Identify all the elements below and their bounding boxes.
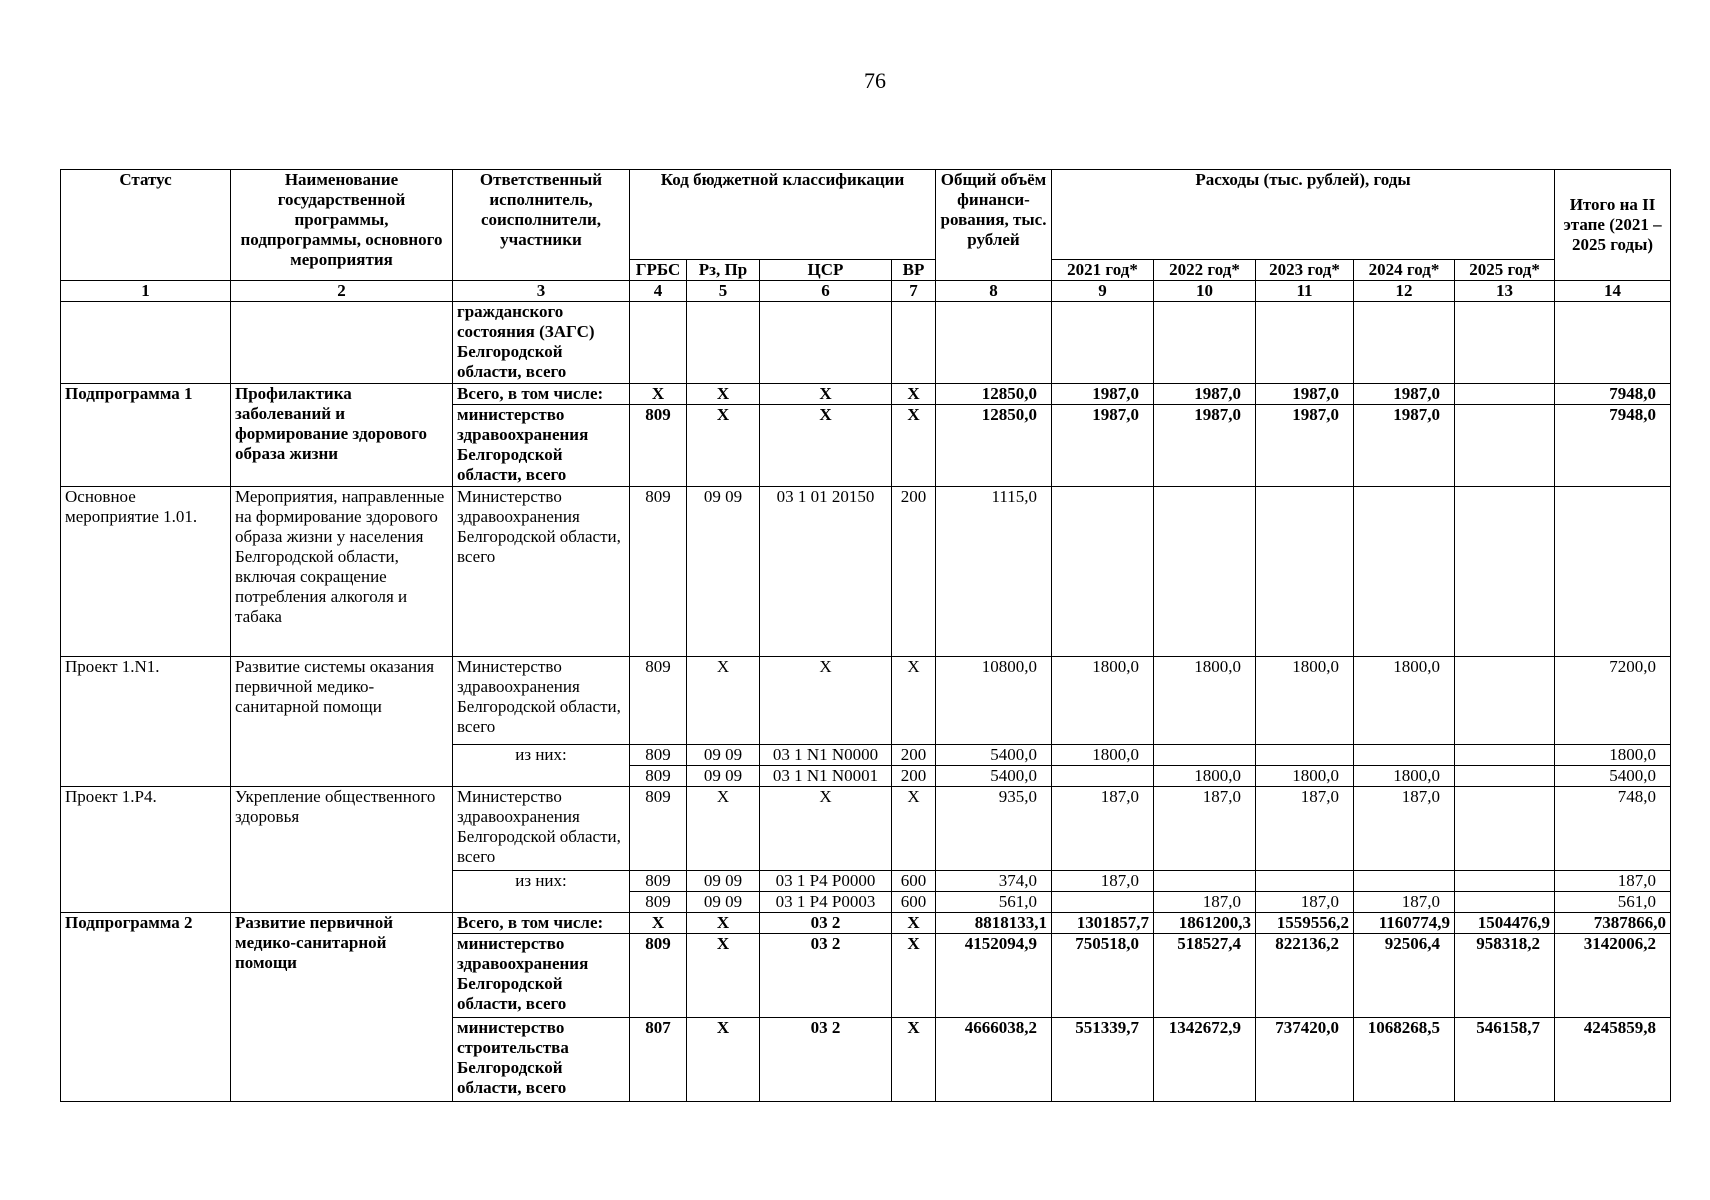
year-2021-cell — [1052, 892, 1154, 913]
csr-cell: 03 1 N1 N0000 — [760, 745, 892, 766]
year-2021-cell: 1800,0 — [1052, 745, 1154, 766]
year-2024-cell: 1987,0 — [1354, 384, 1455, 405]
year-2025-cell: 546158,7 — [1455, 1018, 1555, 1102]
itogo-cell: 561,0 — [1555, 892, 1671, 913]
column-number: 4 — [630, 281, 687, 302]
status-cell — [61, 302, 231, 384]
year-2024-cell: 1068268,5 — [1354, 1018, 1455, 1102]
year-2025-cell — [1455, 766, 1555, 787]
header-row-1 — [61, 170, 1671, 260]
grbs-cell: X — [630, 913, 687, 934]
year-2023-cell: 1987,0 — [1256, 405, 1354, 487]
year-2022-cell — [1154, 745, 1256, 766]
year-2023-cell: 1800,0 — [1256, 766, 1354, 787]
year-2022-cell — [1154, 871, 1256, 892]
grbs-cell: 807 — [630, 1018, 687, 1102]
year-2021-cell: 1987,0 — [1052, 405, 1154, 487]
year-2024-cell: 1800,0 — [1354, 657, 1455, 745]
rz-pr-cell: 09 09 — [687, 745, 760, 766]
rz-pr-cell: X — [687, 405, 760, 487]
table-row — [61, 787, 1671, 871]
year-2025-cell — [1455, 892, 1555, 913]
year-2022-cell: 187,0 — [1154, 787, 1256, 871]
total-cell: 8818133,1 — [936, 913, 1052, 934]
responsible-cell: Всего, в том числе: — [453, 913, 630, 934]
year-2021-cell: 1800,0 — [1052, 657, 1154, 745]
csr-cell: X — [760, 405, 892, 487]
grbs-cell: 809 — [630, 787, 687, 871]
vr-cell: 600 — [892, 892, 936, 913]
responsible-cell: министерство строительства Белгородской области, всего — [453, 1018, 630, 1102]
itogo-cell: 7948,0 — [1555, 405, 1671, 487]
year-2025-cell — [1455, 405, 1555, 487]
rz-pr-cell: 09 09 — [687, 766, 760, 787]
csr-cell: 03 1 01 20150 — [760, 487, 892, 657]
rz-pr-cell: X — [687, 1018, 760, 1102]
header-csr: ЦСР — [760, 260, 892, 281]
total-cell: 10800,0 — [936, 657, 1052, 745]
csr-cell: 03 2 — [760, 1018, 892, 1102]
column-number: 3 — [453, 281, 630, 302]
year-2025-cell — [1455, 787, 1555, 871]
name-cell: Развитие первичной медико-санитарной помощи — [231, 913, 453, 1102]
header-responsible: Ответственный исполнитель, соисполнители, участники — [453, 170, 630, 281]
year-2024-cell — [1354, 487, 1455, 657]
year-2021-cell: 187,0 — [1052, 871, 1154, 892]
grbs-cell: 809 — [630, 871, 687, 892]
year-2025-cell — [1455, 487, 1555, 657]
name-cell: Развитие системы оказания первичной медико-санитарной помощи — [231, 657, 453, 787]
year-2025-cell — [1455, 384, 1555, 405]
itogo-cell: 4245859,8 — [1555, 1018, 1671, 1102]
header-vr: ВР — [892, 260, 936, 281]
vr-cell: 200 — [892, 766, 936, 787]
status-cell: Основное мероприятие 1.01. — [61, 487, 231, 657]
grbs-cell: 809 — [630, 487, 687, 657]
itogo-cell: 5400,0 — [1555, 766, 1671, 787]
year-2023-cell — [1256, 745, 1354, 766]
column-number: 5 — [687, 281, 760, 302]
year-2025-cell: 958318,2 — [1455, 934, 1555, 1018]
year-2024-cell: 1987,0 — [1354, 405, 1455, 487]
year-2023-cell: 822136,2 — [1256, 934, 1354, 1018]
status-cell: Проект 1.N1. — [61, 657, 231, 787]
total-cell: 5400,0 — [936, 745, 1052, 766]
page-number: 76 — [864, 68, 886, 93]
vr-cell: X — [892, 1018, 936, 1102]
total-cell: 5400,0 — [936, 766, 1052, 787]
vr-cell: 200 — [892, 745, 936, 766]
year-2024-cell: 1800,0 — [1354, 766, 1455, 787]
itogo-cell: 748,0 — [1555, 787, 1671, 871]
year-2022-cell — [1154, 487, 1256, 657]
grbs-cell: 809 — [630, 934, 687, 1018]
year-2024-cell: 1160774,9 — [1354, 913, 1455, 934]
responsible-cell: гражданского состояния (ЗАГС) Белгородской области, всего — [453, 302, 630, 384]
name-cell: Укрепление общественного здоровья — [231, 787, 453, 913]
total-cell: 4152094,9 — [936, 934, 1052, 1018]
year-2024-cell: 92506,4 — [1354, 934, 1455, 1018]
itogo-cell — [1555, 487, 1671, 657]
year-2022-cell: 1987,0 — [1154, 405, 1256, 487]
grbs-cell: 809 — [630, 657, 687, 745]
year-2022-cell: 1861200,3 — [1154, 913, 1256, 934]
rz-pr-cell: 09 09 — [687, 487, 760, 657]
csr-cell: 03 1 P4 P0000 — [760, 871, 892, 892]
csr-cell: 03 2 — [760, 913, 892, 934]
itogo-cell: 187,0 — [1555, 871, 1671, 892]
table-row — [61, 913, 1671, 934]
year-2021-cell — [1052, 487, 1154, 657]
rz-pr-cell: X — [687, 787, 760, 871]
year-2023-cell: 1987,0 — [1256, 384, 1354, 405]
year-2023-cell — [1256, 871, 1354, 892]
column-number: 1 — [61, 281, 231, 302]
year-2021-cell: 551339,7 — [1052, 1018, 1154, 1102]
year-2023-cell: 187,0 — [1256, 892, 1354, 913]
total-cell: 4666038,2 — [936, 1018, 1052, 1102]
responsible-cell: министерство здравоохранения Белгородской области, всего — [453, 934, 630, 1018]
header-itogo: Итого на II этапе (2021 – 2025 годы) — [1555, 170, 1671, 281]
year-2022-cell: 1342672,9 — [1154, 1018, 1256, 1102]
rz-pr-cell: X — [687, 384, 760, 405]
year-2022-cell: 1800,0 — [1154, 766, 1256, 787]
itogo-cell: 7948,0 — [1555, 384, 1671, 405]
header-rz-pr: Рз, Пр — [687, 260, 760, 281]
vr-cell: X — [892, 657, 936, 745]
column-number: 9 — [1052, 281, 1154, 302]
year-2025-cell — [1455, 871, 1555, 892]
status-cell: Подпрограмма 2 — [61, 913, 231, 1102]
header-2025: 2025 год* — [1455, 260, 1555, 281]
total-cell: 935,0 — [936, 787, 1052, 871]
responsible-cell: из них: — [453, 871, 630, 913]
year-2021-cell — [1052, 766, 1154, 787]
header-2024: 2024 год* — [1354, 260, 1455, 281]
header-total-volume: Общий объём финанси-рования, тыс. рублей — [936, 170, 1052, 281]
csr-cell: X — [760, 384, 892, 405]
column-number: 13 — [1455, 281, 1555, 302]
responsible-cell: Министерство здравоохранения Белгородской области, всего — [453, 487, 630, 657]
csr-cell: 03 1 N1 N0001 — [760, 766, 892, 787]
rz-pr-cell: 09 09 — [687, 871, 760, 892]
column-number: 14 — [1555, 281, 1671, 302]
name-cell — [231, 302, 453, 384]
name-cell: Профилактика заболеваний и формирование здорового образа жизни — [231, 384, 453, 487]
year-2025-cell — [1455, 657, 1555, 745]
year-2025-cell: 1504476,9 — [1455, 913, 1555, 934]
rz-pr-cell: 09 09 — [687, 892, 760, 913]
year-2023-cell — [1256, 487, 1354, 657]
year-2024-cell: 187,0 — [1354, 892, 1455, 913]
table-row — [61, 302, 1671, 384]
itogo-cell: 7200,0 — [1555, 657, 1671, 745]
vr-cell: X — [892, 934, 936, 1018]
header-2023: 2023 год* — [1256, 260, 1354, 281]
grbs-cell: 809 — [630, 745, 687, 766]
total-cell: 374,0 — [936, 871, 1052, 892]
column-number: 10 — [1154, 281, 1256, 302]
year-2024-cell — [1354, 871, 1455, 892]
year-2021-cell: 187,0 — [1052, 787, 1154, 871]
responsible-cell: Министерство здравоохранения Белгородской области, всего — [453, 657, 630, 745]
year-2021-cell: 1301857,7 — [1052, 913, 1154, 934]
responsible-cell: из них: — [453, 745, 630, 787]
column-number: 2 — [231, 281, 453, 302]
grbs-cell: 809 — [630, 892, 687, 913]
rz-pr-cell: X — [687, 913, 760, 934]
header-budget-code: Код бюджетной классификации — [630, 170, 936, 260]
rz-pr-cell: X — [687, 934, 760, 1018]
grbs-cell: 809 — [630, 405, 687, 487]
year-2022-cell: 518527,4 — [1154, 934, 1256, 1018]
year-2024-cell: 187,0 — [1354, 787, 1455, 871]
csr-cell: 03 1 P4 P0003 — [760, 892, 892, 913]
table-row — [61, 487, 1671, 657]
table-row — [61, 384, 1671, 405]
table-row — [61, 657, 1671, 745]
column-number: 12 — [1354, 281, 1455, 302]
column-number: 6 — [760, 281, 892, 302]
total-cell: 561,0 — [936, 892, 1052, 913]
vr-cell: X — [892, 384, 936, 405]
year-2021-cell: 1987,0 — [1052, 384, 1154, 405]
year-2023-cell: 1559556,2 — [1256, 913, 1354, 934]
year-2022-cell: 1987,0 — [1154, 384, 1256, 405]
year-2025-cell — [1455, 745, 1555, 766]
header-status: Статус — [61, 170, 231, 281]
name-cell: Мероприятия, направленные на формирование здорового образа жизни у населения Белгородской области, включая сокращение потребления алкоголя и табака — [231, 487, 453, 657]
header-2022: 2022 год* — [1154, 260, 1256, 281]
status-cell: Проект 1.P4. — [61, 787, 231, 913]
budget-table — [60, 169, 1671, 1102]
vr-cell: X — [892, 787, 936, 871]
responsible-cell: министерство здравоохранения Белгородской области, всего — [453, 405, 630, 487]
year-2024-cell — [1354, 745, 1455, 766]
year-2021-cell: 750518,0 — [1052, 934, 1154, 1018]
column-number: 7 — [892, 281, 936, 302]
csr-cell: 03 2 — [760, 934, 892, 1018]
year-2022-cell: 1800,0 — [1154, 657, 1256, 745]
total-cell: 1115,0 — [936, 487, 1052, 657]
total-cell: 12850,0 — [936, 384, 1052, 405]
header-grbs: ГРБС — [630, 260, 687, 281]
total-cell: 12850,0 — [936, 405, 1052, 487]
csr-cell: X — [760, 787, 892, 871]
header-name: Наименование государственной программы, подпрограммы, основного мероприятия — [231, 170, 453, 281]
header-expenses: Расходы (тыс. рублей), годы — [1052, 170, 1555, 260]
itogo-cell: 7387866,0 — [1555, 913, 1671, 934]
vr-cell: X — [892, 405, 936, 487]
year-2023-cell: 187,0 — [1256, 787, 1354, 871]
grbs-cell: 809 — [630, 766, 687, 787]
year-2022-cell: 187,0 — [1154, 892, 1256, 913]
column-number: 8 — [936, 281, 1052, 302]
csr-cell: X — [760, 657, 892, 745]
year-2023-cell: 1800,0 — [1256, 657, 1354, 745]
vr-cell: X — [892, 913, 936, 934]
column-number: 11 — [1256, 281, 1354, 302]
column-number-row — [61, 281, 1671, 302]
rz-pr-cell: X — [687, 657, 760, 745]
vr-cell: 200 — [892, 487, 936, 657]
responsible-cell: Всего, в том числе: — [453, 384, 630, 405]
itogo-cell: 1800,0 — [1555, 745, 1671, 766]
status-cell: Подпрограмма 1 — [61, 384, 231, 487]
header-2021: 2021 год* — [1052, 260, 1154, 281]
responsible-cell: Министерство здравоохранения Белгородской области, всего — [453, 787, 630, 871]
itogo-cell: 3142006,2 — [1555, 934, 1671, 1018]
grbs-cell: X — [630, 384, 687, 405]
year-2023-cell: 737420,0 — [1256, 1018, 1354, 1102]
vr-cell: 600 — [892, 871, 936, 892]
